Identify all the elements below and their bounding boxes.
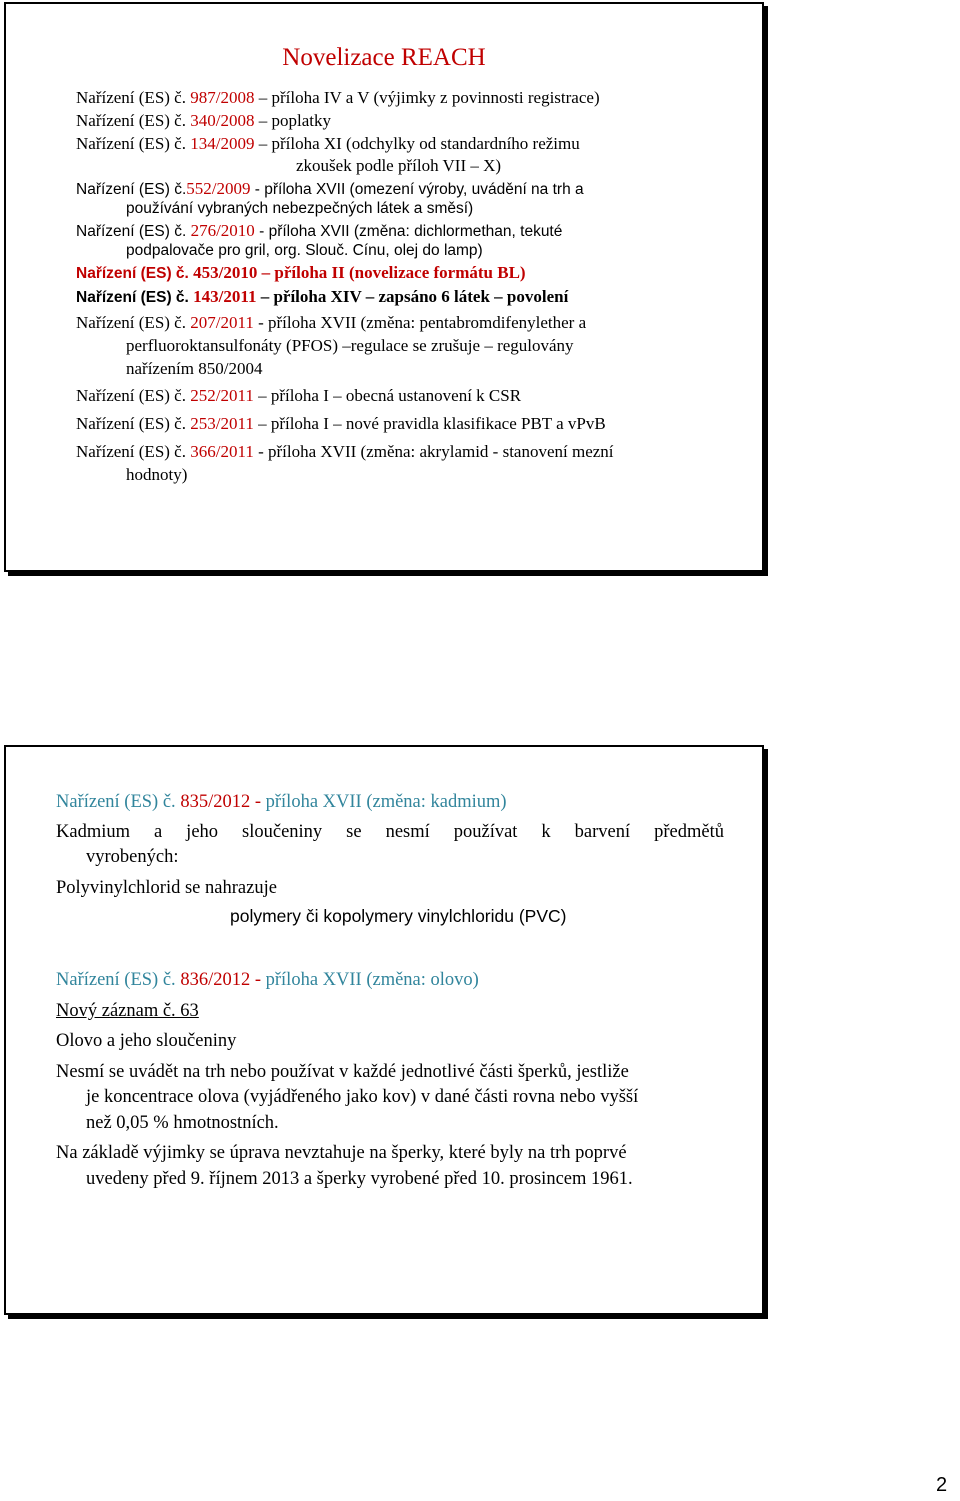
regulation-line-5-cont: podpalovače pro gril, org. Slouč. Cínu, olej do lamp) — [126, 242, 483, 259]
page-number: 2 — [936, 1474, 948, 1496]
cadmium-text-1: Kadmium a jeho sloučeniny se nesmí používat k barvení předmětů — [56, 822, 724, 842]
slide-1 — [4, 2, 764, 572]
regulation-line-8-cont: perfluoroktansulfonáty (PFOS) –regulace se zrušuje – regulovány — [126, 336, 574, 355]
regulation-line-10: Nařízení (ES) č. 253/2011 – příloha I – nové pravidla klasifikace PBT a vPvB — [76, 414, 606, 433]
regulation-line-3: Nařízení (ES) č. 134/2009 – příloha XI (odchylky od standardního režimu — [76, 134, 580, 153]
regulation-line-5: Nařízení (ES) č. 276/2010 - příloha XVII (změna: dichlormethan, tekuté — [76, 221, 563, 240]
regulation-line-11: Nařízení (ES) č. 366/2011 - příloha XVII (změna: akrylamid - stanovení mezní — [76, 442, 614, 461]
lead-text-1: Nesmí se uvádět na trh nebo používat v každé jednotlivé části šperků, jestliže — [56, 1062, 629, 1082]
regulation-line-6: Nařízení (ES) č. 453/2010 – příloha II (novelizace formátu BL) — [76, 263, 526, 282]
regulation-line-4: Nařízení (ES) č.552/2009 - příloha XVII (omezení výroby, uvádění na trh a — [76, 179, 584, 198]
lead-text-2: je koncentrace olova (vyjádřeného jako kov) v dané části rovna nebo vyšší — [86, 1087, 639, 1107]
regulation-line-2: Nařízení (ES) č. 340/2008 – poplatky — [76, 111, 331, 130]
cadmium-text-3: Polyvinylchlorid se nahrazuje — [56, 878, 277, 898]
regulation-line-11-cont: hodnoty) — [126, 465, 188, 484]
cadmium-text-2: vyrobených: — [86, 847, 179, 867]
exemption-text-2: uvedeny před 9. říjnem 2013 a šperky vyrobené před 10. prosincem 1961. — [86, 1169, 633, 1189]
slide-title: Novelizace REACH — [282, 44, 486, 71]
heading-cadmium: Nařízení (ES) č. 835/2012 - příloha XVII (změna: kadmium) — [56, 792, 507, 812]
regulation-line-1: Nařízení (ES) č. 987/2008 – příloha IV a V (výjimky z povinnosti registrace) — [76, 88, 600, 107]
regulation-line-3-cont: zkoušek podle příloh VII – X) — [296, 156, 502, 175]
regulation-line-9: Nařízení (ES) č. 252/2011 – příloha I – obecná ustanovení k CSR — [76, 386, 522, 405]
lead-compounds: Olovo a jeho sloučeniny — [56, 1031, 237, 1051]
slide-2 — [4, 745, 764, 1315]
regulation-line-4-cont: používání vybraných nebezpečných látek a směsí) — [126, 200, 474, 217]
heading-lead: Nařízení (ES) č. 836/2012 - příloha XVII (změna: olovo) — [56, 970, 479, 990]
regulation-line-8: Nařízení (ES) č. 207/2011 - příloha XVII (změna: pentabromdifenylether a — [76, 313, 587, 332]
lead-text-3: než 0,05 % hmotnostních. — [86, 1113, 279, 1133]
regulation-line-7: Nařízení (ES) č. 143/2011 – příloha XIV – zapsáno 6 látek – povolení — [76, 287, 569, 306]
regulation-line-8-cont2: nařízením 850/2004 — [126, 359, 263, 378]
lead-new-entry: Nový záznam č. 63 — [56, 1001, 199, 1021]
cadmium-text-4: polymery či kopolymery vinylchloridu (PVC) — [230, 906, 567, 926]
exemption-text-1: Na základě výjimky se úprava nevztahuje na šperky, které byly na trh poprvé — [56, 1143, 627, 1163]
